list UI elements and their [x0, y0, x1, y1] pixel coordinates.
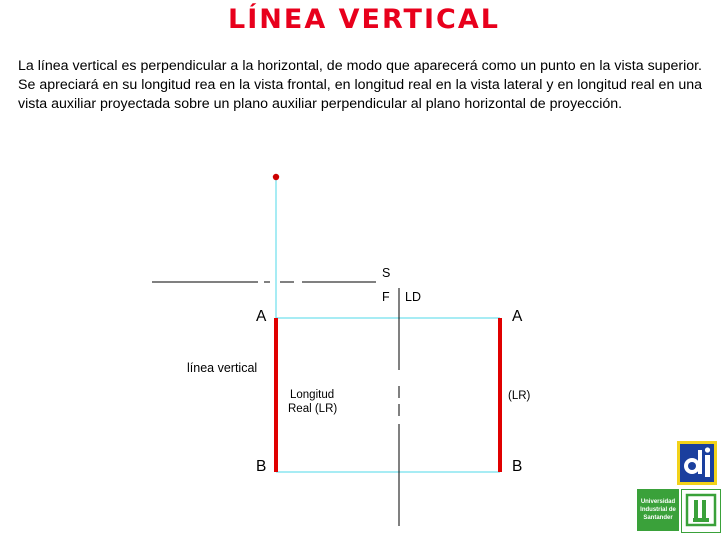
di-logo	[677, 441, 717, 485]
label-a-side: A	[512, 308, 523, 325]
description-paragraph: La línea vertical es perpendicular a la horizontal, de modo que aparecerá como un punto en la vista superior. Se apreciará en su longitud rea en la vista frontal, en longitud real en la vista lateral y en longitud real en una vista auxiliar proyectada sobre un plano auxiliar perpendicular al plano horizontal de proyección.	[18, 58, 702, 112]
label-f: F	[382, 290, 390, 304]
label-s: S	[382, 266, 391, 280]
label-true-length-2: Real (LR)	[288, 403, 338, 415]
university-seal-logo	[681, 489, 721, 533]
page-title: LÍNEA VERTICAL	[228, 4, 500, 35]
uis-logo-text: Universidad Industrial de Santander	[640, 499, 676, 521]
label-b-side: B	[512, 458, 523, 475]
label-true-length-1: Longitud	[290, 389, 335, 401]
label-a-front: A	[256, 308, 267, 325]
label-ld: LD	[405, 290, 421, 304]
label-lr-side: (LR)	[508, 390, 531, 402]
label-b-front: B	[256, 458, 267, 475]
point-view-top	[273, 174, 279, 180]
label-vertical-line: línea vertical	[187, 361, 258, 375]
uis-logo	[637, 489, 679, 531]
